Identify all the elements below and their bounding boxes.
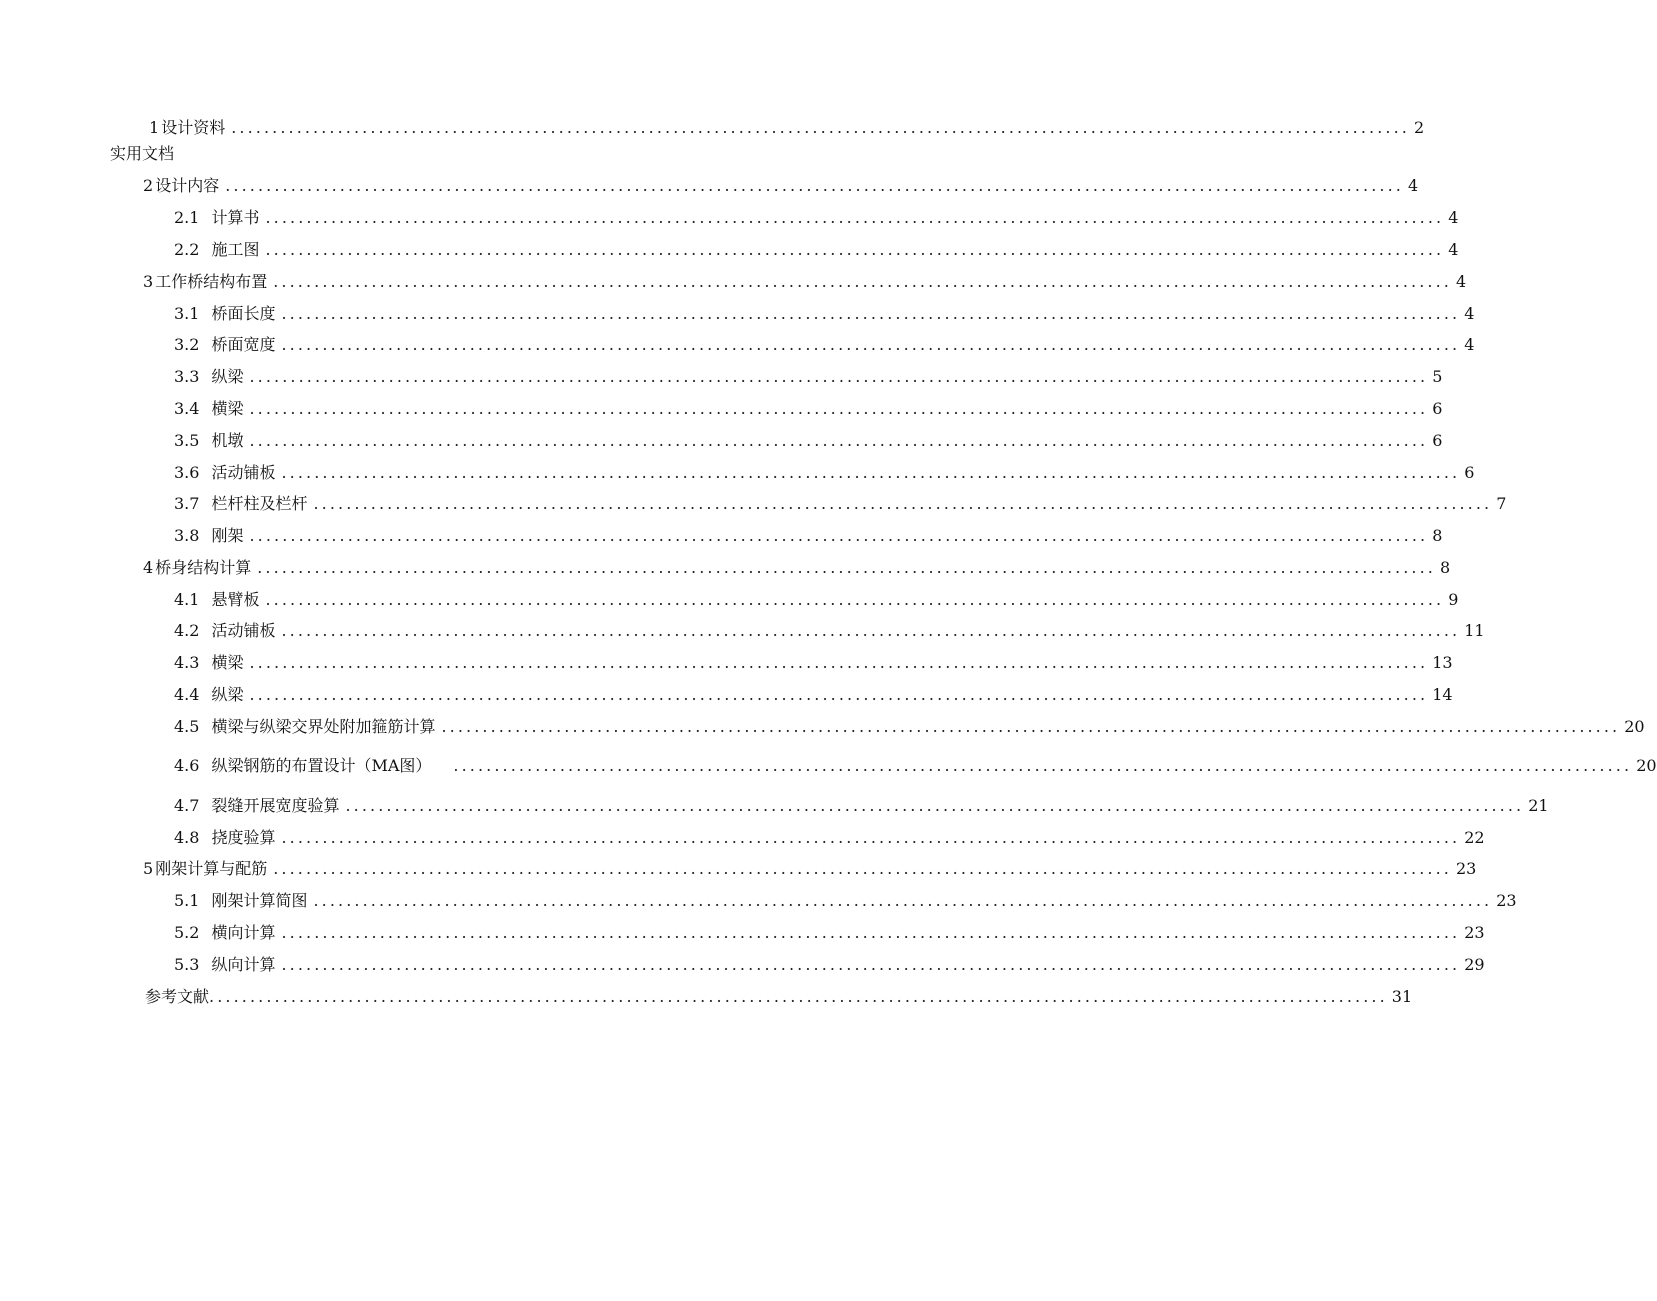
toc-title: 刚架计算简图 — [211, 891, 308, 910]
toc-page-number: 8 — [1432, 526, 1443, 545]
toc-page-number: 8 — [1439, 558, 1451, 577]
toc-title: 工作桥结构布置 — [155, 272, 268, 291]
toc-number: 4.3 — [174, 653, 200, 672]
toc-entry[interactable] — [174, 653, 1453, 673]
toc-leader: ................................................................................................................................................ — [313, 494, 1493, 513]
toc-page-number: 6 — [1464, 463, 1475, 482]
toc-page-number: 20 — [1636, 756, 1657, 775]
toc-title: 挠度验算 — [211, 828, 276, 847]
toc-leader: ................................................................................................................................................ — [313, 891, 1493, 910]
toc-title: 施工图 — [211, 240, 260, 259]
toc-number: 3.8 — [174, 526, 200, 545]
toc-page-number: 21 — [1528, 796, 1549, 815]
toc-title: 横梁 — [211, 399, 244, 418]
toc-entry[interactable] — [174, 828, 1485, 848]
toc-page-number: 13 — [1432, 653, 1453, 672]
toc-number: 4.6 — [174, 756, 200, 775]
toc-entry[interactable] — [174, 685, 1453, 705]
toc-number: 5.2 — [174, 923, 200, 942]
toc-number: 3.2 — [174, 335, 200, 354]
toc-number: 3 — [143, 272, 154, 291]
toc-page-number: 2 — [1413, 118, 1425, 137]
toc-page-number: 23 — [1464, 923, 1485, 942]
toc-entry[interactable] — [143, 176, 1419, 196]
toc-leader: ................................................................................................................................................ — [345, 796, 1525, 815]
toc-title: 裂缝开展宽度验算 — [211, 796, 340, 815]
toc-number: 3.3 — [174, 367, 200, 386]
toc-number: 4.4 — [174, 685, 200, 704]
toc-page-number: 4 — [1464, 304, 1475, 323]
toc-entry[interactable] — [174, 526, 1443, 546]
toc-number: 3.4 — [174, 399, 200, 418]
toc-page-number: 20 — [1624, 717, 1645, 736]
toc-page-number: 23 — [1496, 891, 1517, 910]
toc-number: 3.6 — [174, 463, 200, 482]
toc-page-number: 6 — [1432, 399, 1443, 418]
toc-entry[interactable] — [143, 859, 1477, 879]
toc-entry[interactable] — [174, 367, 1443, 387]
toc-leader: ................................................................................................................................................ — [453, 756, 1633, 775]
toc-entry[interactable] — [174, 923, 1485, 943]
toc-number: 4.2 — [174, 621, 200, 640]
toc-title: 计算书 — [211, 208, 260, 227]
toc-entry[interactable] — [143, 558, 1451, 578]
toc-page-number: 11 — [1464, 621, 1485, 640]
toc-title: 纵向计算 — [211, 955, 276, 974]
toc-page-number: 4 — [1448, 240, 1459, 259]
toc-title: 参考文献 — [145, 987, 210, 1006]
toc-leader: ................................................................................................................................................ — [281, 335, 1461, 354]
toc-page-number: 7 — [1496, 494, 1507, 513]
toc-title: 机墩 — [211, 431, 244, 450]
toc-title: 纵梁 — [211, 685, 244, 704]
toc-title: 设计内容 — [155, 176, 220, 195]
toc-page-number: 6 — [1432, 431, 1443, 450]
toc-number: 4.7 — [174, 796, 200, 815]
toc-leader: ................................................................................................................................................ — [249, 367, 1429, 386]
toc-entry[interactable] — [174, 463, 1475, 483]
toc-page-number: 31 — [1391, 987, 1413, 1006]
toc-page-number: 9 — [1448, 590, 1459, 609]
toc-number: 5 — [143, 859, 154, 878]
toc-entry[interactable] — [174, 208, 1459, 228]
toc-leader: ................................................................................................................................................ — [281, 304, 1461, 323]
toc-entry[interactable] — [143, 987, 1413, 1007]
toc-title: 设计资料 — [161, 118, 226, 137]
toc-number: 3.5 — [174, 431, 200, 450]
toc-number: 4.5 — [174, 717, 200, 736]
toc-entry[interactable] — [174, 756, 1657, 776]
toc-leader: ................................................................................................................................................ — [281, 621, 1461, 640]
toc-page-number: 22 — [1464, 828, 1485, 847]
toc-entry[interactable] — [174, 431, 1443, 451]
toc-entry[interactable] — [149, 118, 1425, 138]
toc-leader: ................................................................................................................................................ — [249, 685, 1429, 704]
toc-leader: ................................................................................................................................................ — [231, 118, 1410, 137]
toc-title: 横梁 — [211, 653, 244, 672]
toc-leader: ................................................................................................................................................ — [265, 208, 1445, 227]
toc-title: 悬臂板 — [211, 590, 260, 609]
toc-entry[interactable] — [143, 272, 1467, 292]
toc-page-number: 23 — [1455, 859, 1477, 878]
toc-title: 纵梁 — [211, 367, 244, 386]
toc-title: 桥面宽度 — [211, 335, 276, 354]
toc-entry[interactable] — [174, 955, 1485, 975]
toc-leader: ................................................................................................................................................ — [249, 399, 1429, 418]
toc-leader: ................................................................................................................................................ — [281, 828, 1461, 847]
toc-leader: ................................................................................................................................................ — [249, 431, 1429, 450]
toc-entry[interactable] — [174, 621, 1485, 641]
toc-page-number: 4 — [1407, 176, 1419, 195]
toc-leader: ................................................................................................................................................ — [249, 653, 1429, 672]
toc-title: 刚架计算与配筋 — [155, 859, 268, 878]
toc-title: 纵梁钢筋的布置设计（MA图） — [211, 756, 432, 775]
toc-leader: ................................................................................................................................................ — [281, 463, 1461, 482]
toc-number: 5.3 — [174, 955, 200, 974]
toc-entry[interactable] — [174, 717, 1645, 737]
toc-entry[interactable] — [174, 796, 1549, 816]
toc-number: 2.1 — [174, 208, 200, 227]
toc-number: 3.7 — [174, 494, 200, 513]
toc-page-number: 4 — [1448, 208, 1459, 227]
toc-page-number: 4 — [1455, 272, 1467, 291]
toc-leader: ................................................................................................................................................ — [265, 240, 1445, 259]
toc-leader: ................................................................................................................................................ — [441, 717, 1621, 736]
toc-leader: ................................................................................................................................................ — [273, 272, 1452, 291]
toc-leader: ................................................................................................................................................ — [257, 558, 1436, 577]
toc-entry[interactable] — [174, 335, 1475, 355]
header-note: 实用文档 — [110, 144, 175, 163]
toc-leader: ................................................................................................................................................ — [281, 923, 1461, 942]
toc-entry[interactable] — [174, 891, 1517, 911]
toc-number: 3.1 — [174, 304, 200, 323]
toc-title: 横梁与纵梁交界处附加箍筋计算 — [211, 717, 436, 736]
toc-leader: ................................................................................................................................................ — [225, 176, 1404, 195]
toc-leader: ................................................................................................................................................ — [209, 987, 1388, 1006]
toc-page-number: 5 — [1432, 367, 1443, 386]
toc-leader: ................................................................................................................................................ — [281, 955, 1461, 974]
toc-page-number: 14 — [1432, 685, 1453, 704]
toc-number: 2 — [143, 176, 154, 195]
toc-number: 4 — [143, 558, 154, 577]
toc-title: 桥身结构计算 — [155, 558, 252, 577]
toc-leader: ................................................................................................................................................ — [265, 590, 1445, 609]
toc-entry[interactable] — [174, 304, 1475, 324]
toc-number: 5.1 — [174, 891, 200, 910]
toc-number: 4.8 — [174, 828, 200, 847]
toc-entry[interactable] — [174, 399, 1443, 419]
toc-number: 2.2 — [174, 240, 200, 259]
toc-leader: ................................................................................................................................................ — [273, 859, 1452, 878]
toc-title: 活动铺板 — [211, 621, 276, 640]
toc-title: 横向计算 — [211, 923, 276, 942]
toc-page-number: 29 — [1464, 955, 1485, 974]
toc-number: 4.1 — [174, 590, 200, 609]
toc-page-number: 4 — [1464, 335, 1475, 354]
toc-title: 桥面长度 — [211, 304, 276, 323]
toc-number: 1 — [149, 118, 160, 137]
toc-entry[interactable] — [174, 590, 1459, 610]
toc-leader: ................................................................................................................................................ — [249, 526, 1429, 545]
toc-title: 刚架 — [211, 526, 244, 545]
toc-entry[interactable] — [174, 240, 1459, 260]
toc-title: 活动铺板 — [211, 463, 276, 482]
toc-entry[interactable] — [174, 494, 1507, 514]
toc-title: 栏杆柱及栏杆 — [211, 494, 308, 513]
